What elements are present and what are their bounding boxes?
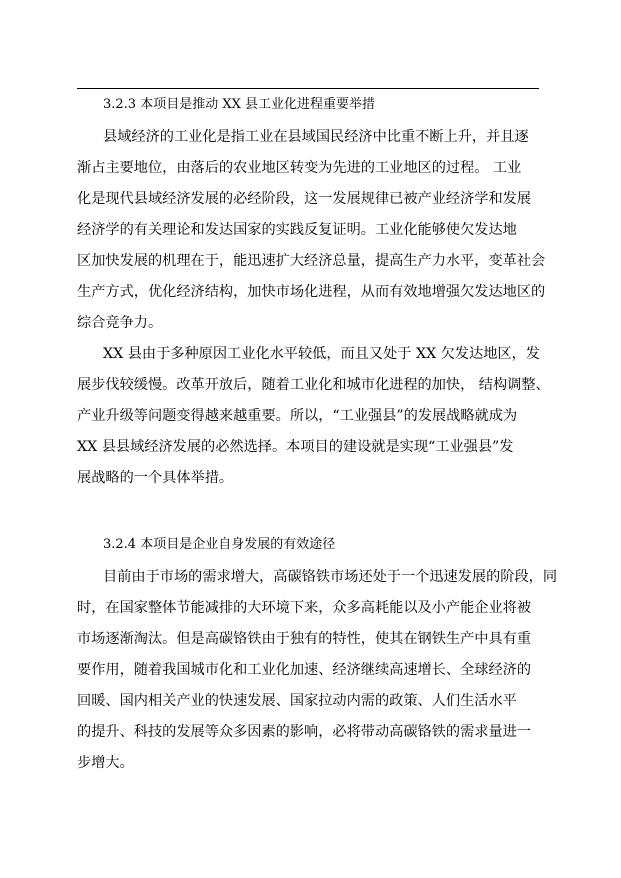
paragraph-line: 的提升、科技的发展等众多因素的影响，必将带动高碳铬铁的需求量进一 [77, 724, 532, 740]
paragraph-line: 区加快发展的机理在于，能迅速扩大经济总量，提高生产力水平，变革社会 [77, 253, 546, 269]
section-heading-3-2-3: 3.2.3 本项目是推动 XX 县工业化进程重要举措 [103, 97, 375, 112]
paragraph-line: XX 县由于多种原因工业化水平较低，而且又处于 XX 欠发达地区，发 [103, 346, 540, 362]
paragraph-line: 县域经济的工业化是指工业在县域国民经济中比重不断上升，并且逐 [103, 129, 529, 145]
paragraph-line: 回暖、国内相关产业的快速发展、国家拉动内需的政策、人们生活水平 [77, 693, 517, 709]
paragraph-line: 经济学的有关理论和发达国家的实践反复证明。工业化能够使欠发达地 [77, 222, 517, 238]
paragraph-line: 化是现代县域经济发展的必经阶段，这一发展规律已被产业经济学和发展 [77, 191, 532, 207]
paragraph-line: 时，在国家整体节能减排的大环境下来，众多高耗能以及小产能企业将被 [77, 600, 532, 616]
paragraph-line: 生产方式，优化经济结构，加快市场化进程，从而有效地增强欠发达地区的 [77, 284, 546, 300]
paragraph-line: 渐占主要地位，由落后的农业地区转变为先进的工业地区的过程。 工业 [77, 160, 522, 176]
paragraph-line: 综合竞争力。 [77, 315, 163, 331]
paragraph-line: 展步伐较缓慢。改革开放后，随着工业化和城市化进程的加快， 结构调整、 [77, 377, 550, 393]
paragraph-line: 要作用，随着我国城市化和工业化加速、经济继续高速增长、全球经济的 [77, 662, 532, 678]
paragraph-line: 步增大。 [77, 755, 134, 771]
paragraph-line: 产业升级等问题变得越来越重要。所以，“工业强县”的发展战略就成为 [77, 408, 518, 424]
section-heading-3-2-4: 3.2.4 本项目是企业自身发展的有效途径 [103, 537, 336, 552]
paragraph-line: XX 县县域经济发展的必然选择。本项目的建设就是实现“工业强县”发 [77, 439, 514, 455]
paragraph-line: 市场逐渐淘汰。但是高碳铬铁由于独有的特性，使其在钢铁生产中具有重 [77, 631, 532, 647]
paragraph-line: 目前由于市场的需求增大，高碳铬铁市场还处于一个迅速发展的阶段，同 [103, 569, 558, 585]
paragraph-line: 展战略的一个具体举措。 [77, 470, 234, 486]
header-rule [77, 88, 539, 89]
